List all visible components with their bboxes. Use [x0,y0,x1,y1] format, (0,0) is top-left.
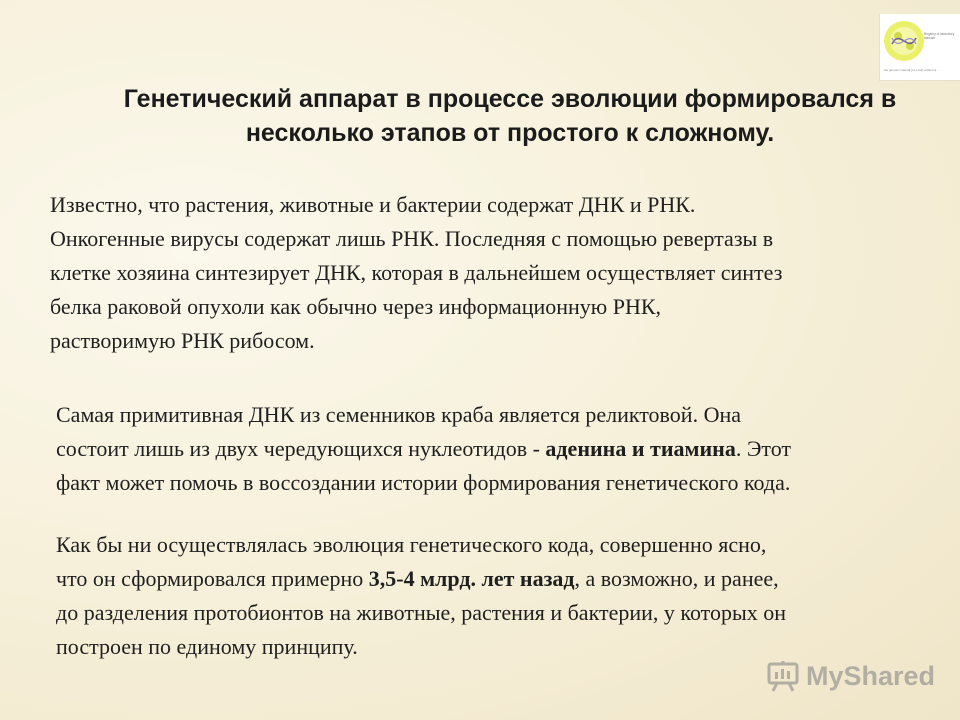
title-line-1: Генетический аппарат в процессе эволюции формировался в [123,85,897,113]
logo-caption: Registry of laboratory animals [924,32,955,40]
highlight-age: 3,5-4 млрд. лет назад [368,566,575,591]
text-segment: . Этот [735,436,792,461]
logo-footnote: the genetic material (of a cell) without a ... [884,68,940,72]
paragraph-line: факт может помочь в воссоздании истории формирования генетического кода. [56,470,791,495]
paragraph-line: растворимую РНК рибосом. [50,328,315,353]
highlight-nucleotides: аденина и тиамина [545,436,736,461]
text-segment: , а возможно, и ранее, [574,566,779,591]
watermark-text: MyShared [806,660,936,691]
dna-emblem-icon [882,16,926,66]
presentation-board-icon [766,659,800,693]
paragraph-rna-viruses [50,188,950,358]
paragraph-line [56,432,956,466]
paragraph-line: Как бы ни осуществлялась эволюция генетического кода, совершенно ясно, [56,532,767,557]
paragraph-line: Самая примитивная ДНК из семенников краба является реликтовой. Она [56,402,741,427]
paragraph-line: клетке хозяина синтезирует ДНК, которая в дальнейшем осуществляет синтез [50,260,783,285]
paragraph-line: до разделения протобионтов на животные, растения и бактерии, у которых он [56,600,787,625]
paragraph-line: Известно, что растения, животные и бактерии содержат ДНК и РНК. [50,192,696,217]
slide-title [60,82,960,150]
paragraph-line [56,562,956,596]
paragraph-line: белка раковой опухоли как обычно через информационную РНК, [50,294,662,319]
text-segment: состоит лишь из двух чередующихся нуклеотидов - [56,436,546,461]
paragraph-line: Онкогенные вирусы содержат лишь РНК. Последняя с помощью ревертазы в [50,226,774,251]
paragraph-line: построен по единому принципу. [56,634,358,659]
paragraph-crab-dna [56,398,956,500]
corner-logo [879,14,960,81]
myshared-watermark [766,656,935,696]
paragraph-genetic-code-age [56,528,956,664]
text-segment: что он сформировался примерно [56,566,369,591]
title-line-2: несколько этапов от простого к сложному. [245,119,775,147]
